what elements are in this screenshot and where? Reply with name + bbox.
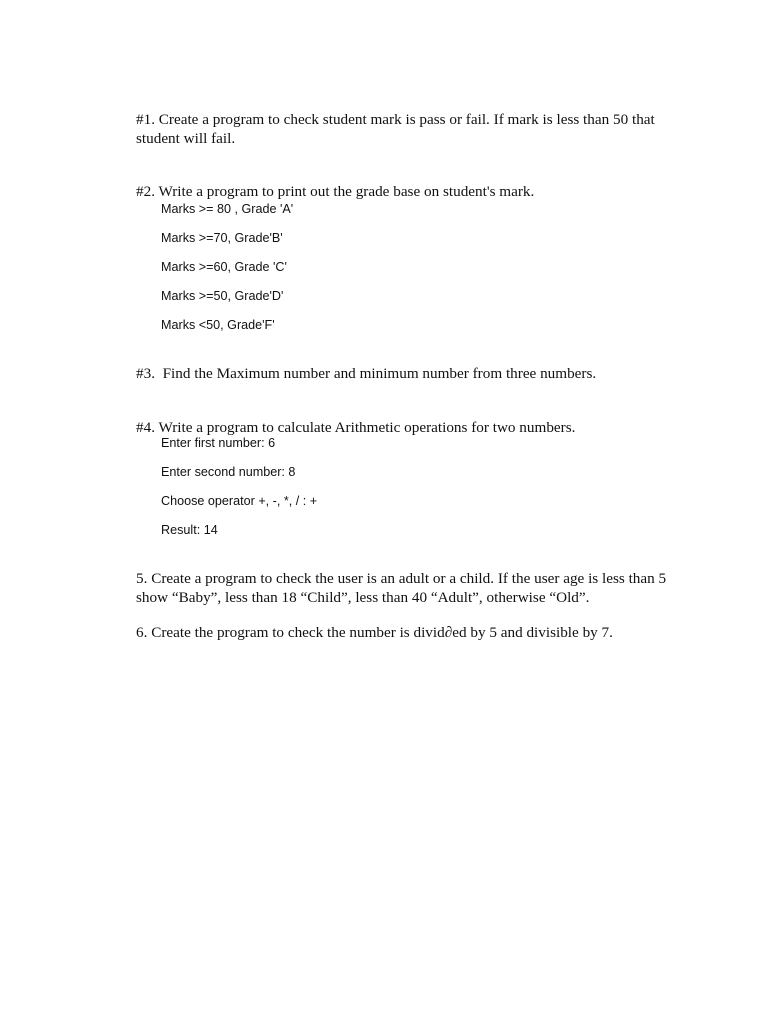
grade-item-d: Marks >=50, Grade'D' — [161, 289, 284, 303]
question-5-line-1: 5. Create a program to check the user is an adult or a child. If the user age is less than 5 — [136, 570, 667, 587]
question-1-line-2: student will fail. — [136, 130, 236, 147]
grade-item-c: Marks >=60, Grade 'C' — [161, 260, 287, 274]
question-3-heading: #3. Find the Maximum number and minimum number from three numbers. — [136, 365, 597, 382]
question-1 — [136, 110, 676, 148]
arith-item-second-number: Enter second number: 8 — [161, 465, 296, 479]
question-4-heading: #4. Write a program to calculate Arithmetic operations for two numbers. — [136, 419, 576, 436]
question-1-line-1: #1. Create a program to check student mark is pass or fail. If mark is less than 50 that — [136, 111, 655, 128]
grade-item-f: Marks <50, Grade'F' — [161, 318, 275, 332]
question-2-heading: #2. Write a program to print out the grade base on student's mark. — [136, 183, 535, 200]
question-5 — [136, 569, 676, 607]
arith-item-operator: Choose operator +, -, *, / : + — [161, 494, 318, 508]
arith-item-first-number: Enter first number: 6 — [161, 436, 276, 450]
question-5-line-2: show “Baby”, less than 18 “Child”, less than 40 “Adult”, otherwise “Old”. — [136, 589, 590, 606]
arith-item-result: Result: 14 — [161, 523, 218, 537]
question-6: 6. Create the program to check the number is divid∂ed by 5 and divisible by 7. — [136, 624, 613, 641]
grade-item-b: Marks >=70, Grade'B' — [161, 231, 283, 245]
grade-item-a: Marks >= 80 , Grade 'A' — [161, 202, 294, 216]
